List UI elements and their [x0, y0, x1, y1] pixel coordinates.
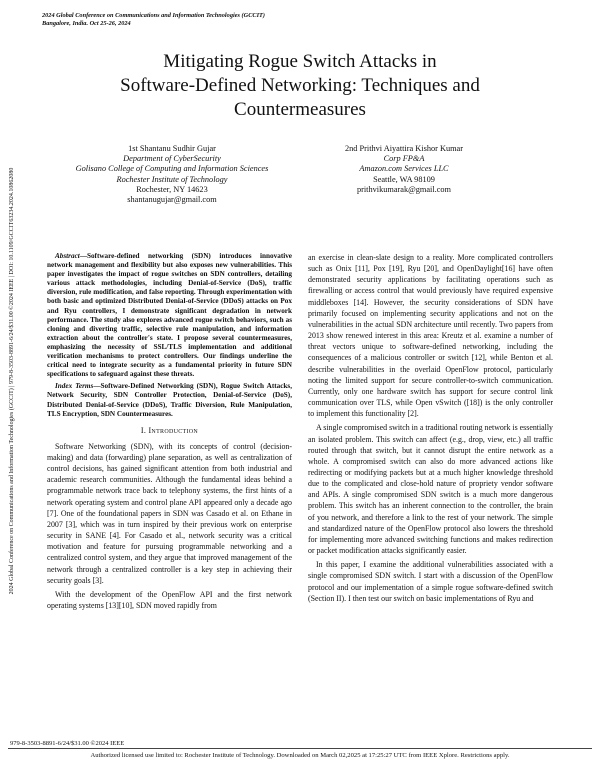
copyright-footer: 979-8-3503-8891-6/24/$31.00 ©2024 IEEE	[10, 740, 125, 747]
abstract-label: Abstract	[55, 252, 80, 260]
index-terms-text: —Software-Defined Networking (SDN), Rogue Switch Attacks, Network Security, SDN Controller Protection, Denial-of-Service (DoS), Distributed Denial-of-Service (DDoS), Traffic Diversion, Rule Manipulation, TLS Encryption, SDN Countermeasures.	[47, 382, 292, 418]
author-organization: Rochester Institute of Technology	[116, 174, 228, 184]
doi-sidebar-text: 2024 Global Conference on Communications and Information Technologies (GCCIT) | 979-8-3503-8891-6/24/$31.00 ©2024 IEEE | DOI: 10.1109/GCCIT63234.2024.10862080	[9, 167, 15, 595]
index-terms	[47, 382, 292, 418]
author-department: Department of CyberSecurity	[123, 154, 221, 164]
author-block-1	[42, 144, 302, 205]
index-terms-label: Index Terms	[55, 382, 94, 391]
abstract-text: —Software-defined networking (SDN) introduces innovative network management and flexibility but also exposes new vulnerabilities. This paper investigates the impact of rogue switches on SDN controllers, detailing various attack methodologies, including Denial-of-Service (DoS), traffic diversion, rule modification, and false reporting. Through experimentation with both basic and optimized Distributed Denial-of-Service (DDoS) attacks on Pox and Ryu controllers, I demonstrate significant degradation in network performance. The study also explores advanced rogue switch behaviors, such as cloning and diverting traffic, selective rule manipulation, and information extraction about the controller's state. I propose several countermeasures, emphasizing the necessity of SSL/TLS implementation and additional verification mechanisms to protect controllers. Our findings underline the critical need to integrate security as a fundamental priority in future SDN specifications to safeguard against these threats.	[47, 252, 292, 379]
title-line-3: Countermeasures	[234, 99, 366, 120]
conference-line-2: Bangalore, India. Oct 25-26, 2024	[42, 20, 131, 27]
left-column	[47, 252, 292, 614]
conference-header	[42, 12, 462, 28]
license-footer: Authorized licensed use limited to: Rochester Institute of Technology. Downloaded on March 02,2025 at 17:25:27 UTC from IEEE Xplore. Restrictions apply.	[90, 752, 510, 759]
author-city: Rochester, NY 14623	[136, 184, 208, 194]
section-heading: I. Introduction	[140, 425, 199, 435]
intro-paragraph-2: With the development of the OpenFlow API and the first network operating systems [13][10], SDN moved rapidly from	[47, 589, 292, 611]
right-paragraph-2: A single compromised switch in a traditional routing network is essentially an isolated problem. This switch can affect (e.g., drop, view, etc.) all traffic routed through that switch, but it cannot disrupt the entire network as a whole. A compromised switch can also do more advanced actions like redirecting or modifying packets but at a much higher knowledge threshold due to the complicated and close-hold nature of propriety vendor software and APIs. A single compromised SDN switch is a much more dangerous problem. This switch has an inherent connection to the controller, the brain of you network, and therefore a link to the rest of your network. The simple and standardized nature of the OpenFlow protocol also lowers the threshold for implementing more advanced switching functions and makes redirection or packet modification attacks significantly easier.	[308, 423, 553, 556]
author-city: Seattle, WA 98109	[373, 174, 435, 184]
author-department: Corp FP&A	[383, 154, 425, 164]
footer-divider	[8, 748, 592, 749]
author-school: Golisano College of Computing and Information Sciences	[75, 164, 269, 174]
author-block-2	[294, 144, 514, 195]
right-column	[308, 252, 553, 607]
right-paragraph-1: an exercise in clean-slate design to a reality. More complicated controllers such as Onix [11], Pox [19], Ryu [20], and OpenDaylight[16] have often demonstrated security applications by facilitating operations such as firewalling or access control that would previously have required expensive middleboxes [14]. However, the security considerations of SDN have primarily focused on implementing security applications and not on the vulnerabilities in the actual SDN architecture until recently. Two papers from 2013 show renewed interest in this area: Kreutz et al. examine a number of threat vectors unique to software-defined networking, including the consequences of a malicious controller or switch [12], while Benton et al. describe vulnerabilities in the overlaid OpenFlow protocol, particularly noting the limited support for secure controller-to-switch communication. Currently, only one hardware switch has support for secure control link communication over TLS, while Open vSwitch ([18]) is the only controller to implement this functionality [2].	[308, 253, 553, 419]
author-email[interactable]: prithvikumarak@gmail.com	[356, 184, 452, 194]
author-organization: Amazon.com Services LLC	[359, 164, 449, 174]
author-name: 2nd Prithvi Aiyattira Kishor Kumar	[345, 144, 463, 153]
author-email[interactable]: shantanugujar@gmail.com	[127, 195, 217, 205]
conference-line-1: 2024 Global Conference on Communications and Information Technologies (GCCIT)	[42, 12, 265, 19]
doi-sidebar	[6, 86, 18, 676]
title-line-1: Mitigating Rogue Switch Attacks in	[163, 51, 437, 72]
right-paragraph-3: In this paper, I examine the additional vulnerabilities associated with a single compromised SDN switch. I start with a discussion of the OpenFlow protocol and our implementation of a simple rogue software-defined switch (Section II). I then test our switch on basic implementations of Ryu and	[308, 560, 553, 603]
abstract	[47, 252, 292, 379]
intro-paragraph-1: Software Networking (SDN), with its concepts of control (decision-making) and data (forwarding) plane separation, as well as centralization of control decisions, has gained significant attention from both industrial and academic research communities. Although the fundamental ideas behind a programmable network trace back to telephony systems, the first hints of a network operating system and control plane API appeared only a decade ago [7]. One of the foundational papers in SDN was Casado et al. on Ethane in 2007 [3], which was in turn inspired by their previous work on enterprise security in SANE [4]. For Casado et al., network security was a critical motivation and feature for pursuing programmable networking and a centralized control system, and they argue that improved management of the network through a centralized controller is a key step in achieving their security goals [3].	[47, 441, 292, 585]
author-name: 1st Shantanu Sudhir Gujar	[128, 144, 216, 153]
paper-title	[40, 50, 560, 122]
title-line-2: Software-Defined Networking: Techniques and	[120, 75, 480, 96]
